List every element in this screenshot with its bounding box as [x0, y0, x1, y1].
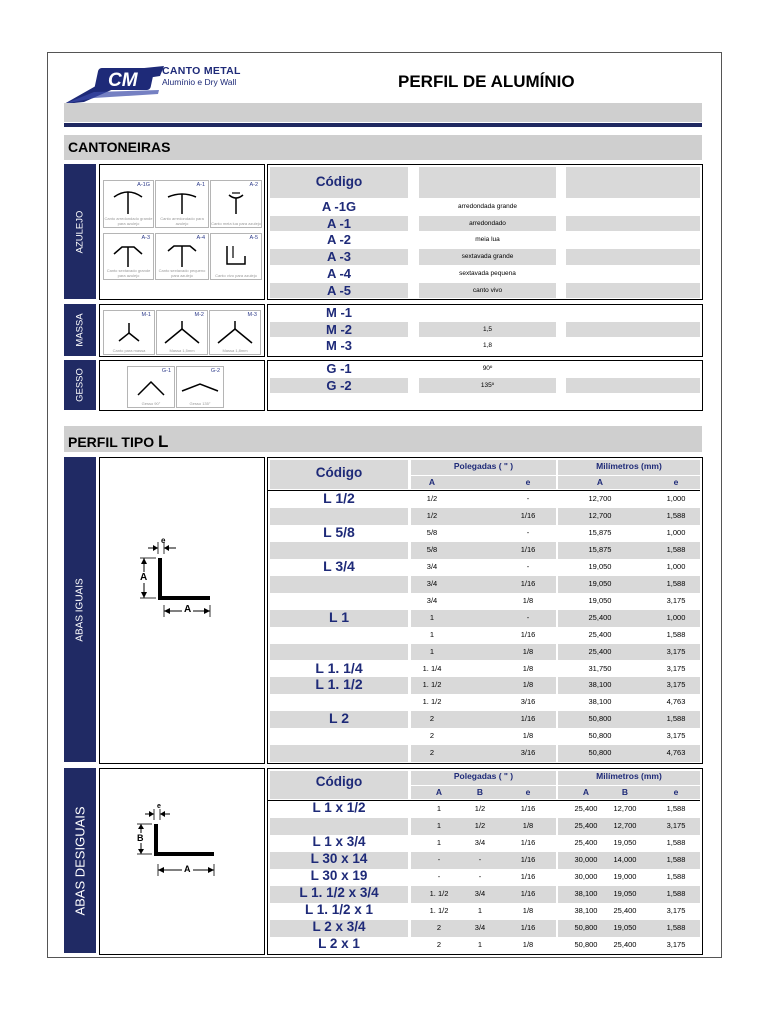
inch-a-value: 2 — [429, 714, 435, 724]
mm-a-value: 25,400 — [588, 629, 612, 639]
profile-code: L 5/8 — [323, 523, 355, 540]
inch-a-value: 1. 1/2 — [422, 697, 442, 707]
inch-a-value: 1/2 — [426, 510, 438, 520]
inch-e-value: - — [526, 494, 530, 503]
inch-b-value: - — [478, 854, 482, 864]
inch-a-value: 1. 1/2 — [429, 888, 449, 898]
header-cell — [566, 167, 700, 198]
mm-a-value: 12,700 — [588, 494, 612, 503]
mm-e-value: 4,763 — [666, 697, 686, 707]
profile-description: sextavada pequena — [459, 269, 516, 277]
col-a-header: A — [582, 787, 590, 797]
sidebar-abas-desiguais: ABAS DESIGUAIS — [64, 768, 96, 953]
profile-code: M -2 — [326, 321, 352, 337]
extra-cell — [566, 338, 700, 354]
mm-e-value: 1,588 — [666, 544, 686, 554]
inch-a-value: - — [437, 871, 441, 881]
profile-description: arredondado — [469, 219, 506, 227]
inch-b-value: 3/4 — [474, 888, 486, 898]
mm-e-value: 4,763 — [666, 748, 686, 758]
code-cell — [270, 694, 408, 711]
profile-description: arredondada grande — [458, 203, 517, 210]
v-135-icon: G-2 Gesso 135° — [176, 366, 224, 408]
mm-a-value: 30,000 — [574, 871, 598, 881]
inch-e-value: - — [526, 561, 530, 571]
profile-description: 90º — [482, 365, 493, 372]
profile-description: 1,8 — [482, 342, 493, 350]
profile-code: L 1. 1/2 x 3/4 — [299, 884, 379, 900]
inch-a-value: 1. 1/4 — [422, 663, 442, 673]
mm-a-value: 38,100 — [588, 680, 612, 690]
inch-e-value: 1/8 — [522, 820, 534, 830]
mm-a-value: 25,400 — [574, 837, 598, 847]
inch-a-value: 1. 1/2 — [422, 680, 442, 690]
dim-b-label: B — [137, 833, 144, 843]
col-b-header: B — [621, 787, 629, 797]
sidebar-gesso: GESSO — [64, 360, 96, 410]
inch-e-value: 1/8 — [522, 905, 534, 915]
v-90-icon: G-1 Gesso 90° — [127, 366, 175, 408]
profile-code: L 1. 1/4 — [315, 659, 363, 676]
inch-e-value: 1/16 — [520, 578, 536, 588]
code-cell — [270, 728, 408, 745]
profile-description: sextavada grande — [461, 253, 514, 261]
extra-cell — [566, 249, 700, 265]
mm-a-value: 50,800 — [588, 748, 612, 758]
inch-a-value: 1 — [436, 804, 442, 813]
profile-code: L 30 x 14 — [310, 850, 368, 866]
mm-a-value: 38,100 — [574, 905, 598, 915]
col-a-header: A — [596, 477, 604, 487]
mm-e-value: 1,588 — [666, 922, 686, 932]
inch-b-value: 1 — [477, 905, 483, 915]
profile-code: A -1G — [321, 199, 357, 214]
code-cell — [270, 818, 408, 835]
extra-cell — [566, 305, 700, 321]
dim-a-label: A — [140, 572, 148, 583]
dim-a-label: A — [184, 864, 191, 874]
mm-b-value: 19,050 — [613, 888, 637, 898]
l-profile-unequal-icon — [100, 769, 264, 954]
inch-a-value: 3/4 — [426, 595, 438, 605]
mm-e-value: 1,588 — [666, 714, 686, 724]
mm-a-value: 19,050 — [588, 561, 612, 571]
profile-code: L 2 — [329, 710, 349, 727]
mm-a-value: 19,050 — [588, 578, 612, 588]
col-e-header: e — [525, 787, 531, 797]
mm-e-value: 1,000 — [666, 527, 686, 537]
code-cell — [270, 542, 408, 559]
inch-a-value: 1 — [429, 646, 435, 656]
mm-a-value: 50,800 — [588, 731, 612, 741]
hex-large-icon: A-3 Canto sextavado grande para azulejo — [103, 233, 154, 280]
mm-b-value: 19,050 — [613, 922, 637, 932]
mm-e-value: 3,175 — [666, 820, 686, 830]
mm-b-value: 25,400 — [613, 939, 637, 949]
mm-e-value: 1,588 — [666, 854, 686, 864]
inch-b-value: 1/2 — [474, 804, 486, 813]
mm-a-value: 25,400 — [588, 612, 612, 622]
header-divider — [64, 123, 702, 127]
inch-b-value: - — [478, 871, 482, 881]
profile-code: M -3 — [326, 338, 352, 354]
inch-e-value: 1/8 — [522, 731, 534, 741]
logo-letters: CM — [108, 70, 138, 91]
company-name: CANTO METAL — [162, 65, 241, 77]
profile-description: meia lua — [475, 236, 500, 244]
inch-a-value: - — [437, 854, 441, 864]
company-tagline: Alumínio e Dry Wall — [162, 77, 237, 87]
y-shape-icon: M-1 Canto para massa — [103, 310, 155, 355]
code-header: Código — [315, 174, 363, 189]
sidebar-azulejo: AZULEJO — [64, 164, 96, 299]
profile-code: L 3/4 — [323, 557, 355, 574]
header-cell — [419, 167, 556, 198]
mm-e-value: 1,000 — [666, 561, 686, 571]
inch-a-value: 5/8 — [426, 527, 438, 537]
inch-e-value: 3/16 — [520, 697, 536, 707]
profile-description: 1,5 — [482, 325, 493, 333]
inch-e-value: 1/8 — [522, 939, 534, 949]
sidebar-massa: MASSA — [64, 304, 96, 356]
mm-e-value: 3,175 — [666, 680, 686, 690]
profile-code: A -2 — [326, 232, 352, 248]
inch-e-value: 1/8 — [522, 595, 534, 605]
mm-b-value: 12,700 — [613, 804, 637, 813]
mm-a-value: 50,800 — [574, 922, 598, 932]
inch-a-value: 2 — [436, 939, 442, 949]
profile-code: L 2 x 1 — [318, 935, 360, 951]
profile-code: M -1 — [326, 305, 352, 320]
col-e-header: e — [673, 787, 679, 797]
half-moon-icon: A-2 Canto meia lua para azulejo — [210, 180, 262, 228]
mm-e-value: 1,588 — [666, 629, 686, 639]
mm-e-value: 3,175 — [666, 939, 686, 949]
inch-e-value: 1/16 — [520, 922, 536, 932]
mm-a-value: 25,400 — [588, 646, 612, 656]
profile-code: A -5 — [326, 282, 352, 298]
mm-e-value: 1,588 — [666, 888, 686, 898]
inch-e-value: 1/8 — [522, 680, 534, 690]
wide-y-icon: M-3 Massa 1,8mm — [209, 310, 261, 355]
mm-b-value: 19,000 — [613, 871, 637, 881]
l-equal-diagram — [99, 457, 265, 764]
extra-cell — [566, 216, 700, 232]
inch-e-value: 1/16 — [520, 854, 536, 864]
header-bar — [64, 103, 702, 122]
inch-a-value: 1. 1/2 — [429, 905, 449, 915]
extra-cell — [566, 283, 700, 299]
col-e-header: e — [525, 477, 531, 487]
inch-b-value: 1/2 — [474, 820, 486, 830]
inch-e-value: - — [526, 527, 530, 537]
extra-cell — [566, 361, 700, 377]
profile-code: G -1 — [326, 361, 352, 376]
extra-cell — [566, 266, 700, 282]
profile-code: G -2 — [326, 377, 352, 393]
mm-e-value: 1,000 — [666, 494, 686, 503]
inch-a-value: 1/2 — [426, 494, 438, 503]
mm-b-value: 25,400 — [613, 905, 637, 915]
mm-e-value: 3,175 — [666, 663, 686, 673]
dim-e-label: e — [161, 536, 166, 545]
inch-b-value: 3/4 — [474, 922, 486, 932]
cantoneiras-title: CANTONEIRAS — [68, 139, 171, 155]
code-cell — [270, 593, 408, 610]
inch-e-value: 1/16 — [520, 510, 536, 520]
inch-e-value: 1/16 — [520, 544, 536, 554]
profile-code: L 1 x 3/4 — [312, 833, 366, 849]
inch-a-value: 2 — [436, 922, 442, 932]
profile-description: canto vivo — [472, 286, 503, 294]
mm-a-value: 30,000 — [574, 854, 598, 864]
mm-a-value: 25,400 — [574, 804, 598, 813]
mm-a-value: 38,100 — [574, 888, 598, 898]
mm-a-value: 19,050 — [588, 595, 612, 605]
code-cell — [270, 644, 408, 661]
code-cell — [270, 576, 408, 593]
inch-a-value: 2 — [429, 731, 435, 741]
mm-b-value: 12,700 — [613, 820, 637, 830]
rounded-tee-icon: A-1 Canto arredondado para azulejo — [155, 180, 209, 228]
profile-description: 135º — [480, 381, 495, 389]
inch-e-value: 1/16 — [520, 888, 536, 898]
wide-y-icon: M-2 Massa 1,5mm — [156, 310, 208, 355]
mm-a-value: 31,750 — [588, 663, 612, 673]
mm-a-value: 15,875 — [588, 544, 612, 554]
rounded-tee-large-icon: A-1G Canto arredondado grande para azulejo — [103, 180, 154, 228]
mm-a-value: 50,800 — [574, 939, 598, 949]
perfil-title: PERFIL TIPO L — [68, 432, 169, 451]
code-header: Código — [315, 774, 363, 789]
inch-a-value: 3/4 — [426, 578, 438, 588]
sharp-corner-icon: A-5 Canto vivo para azulejo — [210, 233, 262, 280]
code-cell — [270, 745, 408, 762]
mm-e-value: 1,588 — [666, 804, 686, 813]
inch-b-value: 1 — [477, 939, 483, 949]
l-unequal-diagram — [99, 768, 265, 955]
profile-code: L 1/2 — [323, 490, 355, 506]
profile-code: L 2 x 3/4 — [312, 918, 366, 934]
inch-a-value: 1 — [429, 612, 435, 622]
col-a-header: A — [428, 477, 436, 487]
hex-small-icon: A-4 Canto sextavado pequeno para azulejo — [155, 233, 209, 280]
inch-header: Polegadas ( " ) — [453, 461, 514, 471]
page-title: PERFIL DE ALUMÍNIO — [398, 72, 575, 91]
inch-e-value: - — [526, 612, 530, 622]
col-e-header: e — [673, 477, 679, 487]
mm-e-value: 3,175 — [666, 731, 686, 741]
col-b-header: B — [476, 787, 484, 797]
inch-a-value: 1 — [436, 837, 442, 847]
inch-a-value: 1 — [436, 820, 442, 830]
inch-a-value: 1 — [429, 629, 435, 639]
mm-e-value: 3,175 — [666, 646, 686, 656]
inch-e-value: 1/8 — [522, 646, 534, 656]
mm-e-value: 1,588 — [666, 578, 686, 588]
mm-e-value: 1,588 — [666, 510, 686, 520]
sidebar-abas-iguais: ABAS IGUAIS — [64, 457, 96, 762]
extra-cell — [566, 322, 700, 338]
mm-header: Milímetros (mm) — [596, 771, 662, 781]
dim-a-label: A — [184, 604, 192, 615]
mm-e-value: 3,175 — [666, 905, 686, 915]
inch-e-value: 1/16 — [520, 714, 536, 724]
inch-b-value: 3/4 — [474, 837, 486, 847]
mm-a-value: 25,400 — [574, 820, 598, 830]
inch-header: Polegadas ( " ) — [453, 771, 514, 781]
profile-code: L 1. 1/2 — [315, 676, 363, 693]
profile-code: A -3 — [326, 249, 352, 265]
mm-e-value: 1,588 — [666, 837, 686, 847]
inch-e-value: 3/16 — [520, 748, 536, 758]
profile-code: L 1. 1/2 x 1 — [304, 901, 374, 917]
mm-a-value: 15,875 — [588, 527, 612, 537]
inch-e-value: 1/16 — [520, 871, 536, 881]
extra-cell — [566, 199, 700, 215]
code-cell — [270, 627, 408, 644]
inch-e-value: 1/16 — [520, 837, 536, 847]
mm-a-value: 12,700 — [588, 510, 612, 520]
extra-cell — [566, 232, 700, 248]
mm-e-value: 1,000 — [666, 612, 686, 622]
mm-e-value: 1,588 — [666, 871, 686, 881]
mm-a-value: 50,800 — [588, 714, 612, 724]
profile-code: L 30 x 19 — [310, 867, 368, 883]
inch-a-value: 2 — [429, 748, 435, 758]
col-a-header: A — [435, 787, 443, 797]
inch-e-value: 1/16 — [520, 629, 536, 639]
mm-b-value: 14,000 — [613, 854, 637, 864]
profile-code: A -1 — [326, 215, 352, 231]
inch-a-value: 5/8 — [426, 544, 438, 554]
dim-e-label: e — [157, 803, 161, 810]
mm-header: Milímetros (mm) — [596, 461, 662, 471]
mm-a-value: 38,100 — [588, 697, 612, 707]
extra-cell — [566, 378, 700, 394]
code-cell — [270, 508, 408, 525]
mm-e-value: 3,175 — [666, 595, 686, 605]
profile-code: A -4 — [326, 265, 352, 281]
inch-a-value: 3/4 — [426, 561, 438, 571]
desc-cell — [419, 305, 556, 321]
inch-e-value: 1/8 — [522, 663, 534, 673]
profile-code: L 1 — [329, 608, 349, 625]
mm-b-value: 19,050 — [613, 837, 637, 847]
code-header: Código — [315, 465, 363, 480]
inch-e-value: 1/16 — [520, 804, 536, 813]
profile-code: L 1 x 1/2 — [312, 800, 366, 815]
